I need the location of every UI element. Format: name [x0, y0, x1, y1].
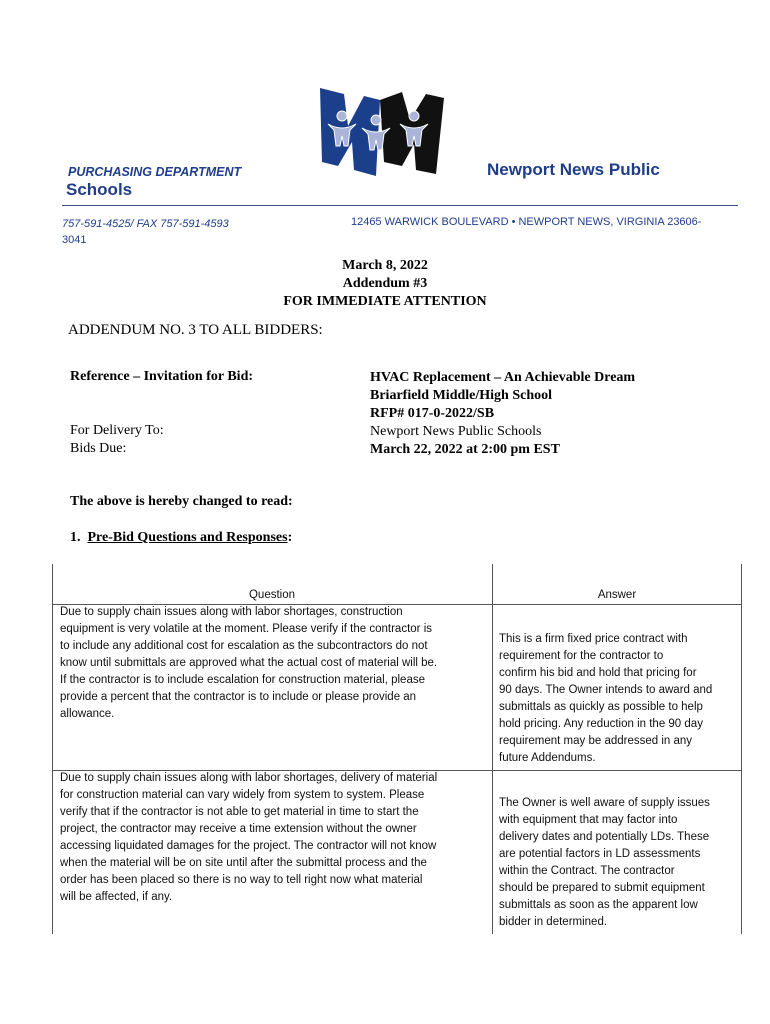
- street-address: 12465 WARWICK BOULEVARD • NEWPORT NEWS, VIRGINIA 23606-: [351, 216, 702, 228]
- answer-line: are potential factors in LD assessments: [499, 848, 701, 860]
- answer-line: should be prepared to submit equipment: [499, 882, 705, 894]
- section-number: 1.: [70, 530, 81, 545]
- answer-line: 90 days. The Owner intends to award and: [499, 684, 713, 696]
- answer-line: bidder in determined.: [499, 916, 608, 928]
- answer-line: with equipment that may factor into: [499, 814, 678, 826]
- answer-cell-1: [499, 631, 739, 767]
- question-line: Due to supply chain issues along with labor shortages, delivery of material: [60, 772, 438, 784]
- phone-fax: [62, 216, 262, 248]
- reference-label: Reference – Invitation for Bid:: [70, 369, 254, 384]
- project-name: HVAC Replacement – An Achievable Dream: [370, 370, 636, 385]
- section-title: Pre-Bid Questions and Responses: [87, 530, 288, 545]
- notice-date: March 8, 2022: [342, 258, 428, 273]
- answer-line: within the Contract. The contractor: [499, 865, 675, 877]
- answer-cell-2: [499, 795, 739, 931]
- changed-to-read: The above is hereby changed to read:: [70, 494, 293, 509]
- delivery-labels: [70, 422, 164, 458]
- answer-line: submittals as quickly as possible to help: [499, 701, 703, 713]
- addendum-number: Addendum #3: [342, 276, 428, 291]
- answer-line: hold pricing. Any reduction in the 90 day: [499, 718, 703, 730]
- question-line: order has been placed so there is no way to tell right now what material: [60, 874, 423, 886]
- question-line: when the material will be on site until after the submittal process and the: [60, 857, 427, 869]
- question-line: equipment is very volatile at the moment. Please verify if the contractor is: [60, 623, 432, 635]
- reference-values: [370, 369, 635, 459]
- purchasing-department-label: PURCHASING DEPARTMENT: [68, 165, 242, 179]
- school-name: Briarfield Middle/High School: [370, 388, 553, 403]
- answer-line: submittals as soon as the apparent low: [499, 899, 698, 911]
- delivery-value: Newport News Public Schools: [370, 424, 542, 439]
- phone-fax-continuation: 3041: [62, 234, 87, 246]
- answer-line: delivery dates and potentially LDs. These: [499, 831, 710, 843]
- answer-line: requirement for the contractor to: [499, 650, 664, 662]
- rfp-number: RFP# 017-0-2022/SB: [370, 406, 495, 421]
- answer-header: Answer: [597, 589, 637, 601]
- question-line: to include any additional cost for escalation as the subcontractors do not: [60, 640, 428, 652]
- question-line: provide a percent that the contractor is to include or please provide an: [60, 691, 417, 703]
- organization-name-line2: Schools: [66, 180, 133, 199]
- answer-line: requirement may be addressed in any: [499, 735, 693, 747]
- question-header: Question: [248, 589, 296, 601]
- answer-line: This is a firm fixed price contract with: [499, 633, 688, 645]
- letterhead-divider: [62, 205, 738, 206]
- question-line: verify that if the contractor is not able to get material in time to start the: [60, 806, 419, 818]
- table-border-left: [52, 564, 53, 934]
- question-line: project, the contractor may receive a time extension without the owner: [60, 823, 417, 835]
- answer-line: The Owner is well aware of supply issues: [499, 797, 710, 809]
- question-line: know until submittals are approved what the actual cost of material will be.: [60, 657, 438, 669]
- nnps-logo: [318, 86, 446, 178]
- notice-header: [0, 257, 770, 311]
- bids-due-label: Bids Due:: [70, 441, 127, 456]
- organization-name-line1: Newport News Public: [487, 160, 660, 179]
- section-colon: :: [287, 530, 293, 545]
- qa-table: [52, 564, 742, 934]
- immediate-attention: FOR IMMEDIATE ATTENTION: [283, 294, 487, 309]
- question-line: allowance.: [60, 708, 115, 720]
- question-line: If the contractor is to include escalation for construction material, please: [60, 674, 425, 686]
- question-line: Due to supply chain issues along with labor shortages, construction: [60, 606, 403, 618]
- section-heading: [70, 530, 292, 546]
- addendum-to-bidders: ADDENDUM NO. 3 TO ALL BIDDERS:: [68, 322, 323, 338]
- question-line: accessing liquidated damages for the project. The contractor will not know: [60, 840, 437, 852]
- bids-due-value: March 22, 2022 at 2:00 pm EST: [370, 442, 560, 457]
- question-line: will be affected, if any.: [60, 891, 173, 903]
- answer-line: confirm his bid and hold that pricing for: [499, 667, 697, 679]
- question-line: for construction material can vary widely from system to system. Please: [60, 789, 425, 801]
- table-column-divider: [492, 564, 493, 934]
- question-cell-1: [60, 604, 490, 723]
- delivery-label: For Delivery To:: [70, 423, 164, 438]
- answer-line: future Addendums.: [499, 752, 596, 764]
- question-cell-2: [60, 770, 490, 906]
- phone-fax-line: 757-591-4525/ FAX 757-591-4593: [62, 218, 229, 230]
- table-border-right: [741, 564, 742, 934]
